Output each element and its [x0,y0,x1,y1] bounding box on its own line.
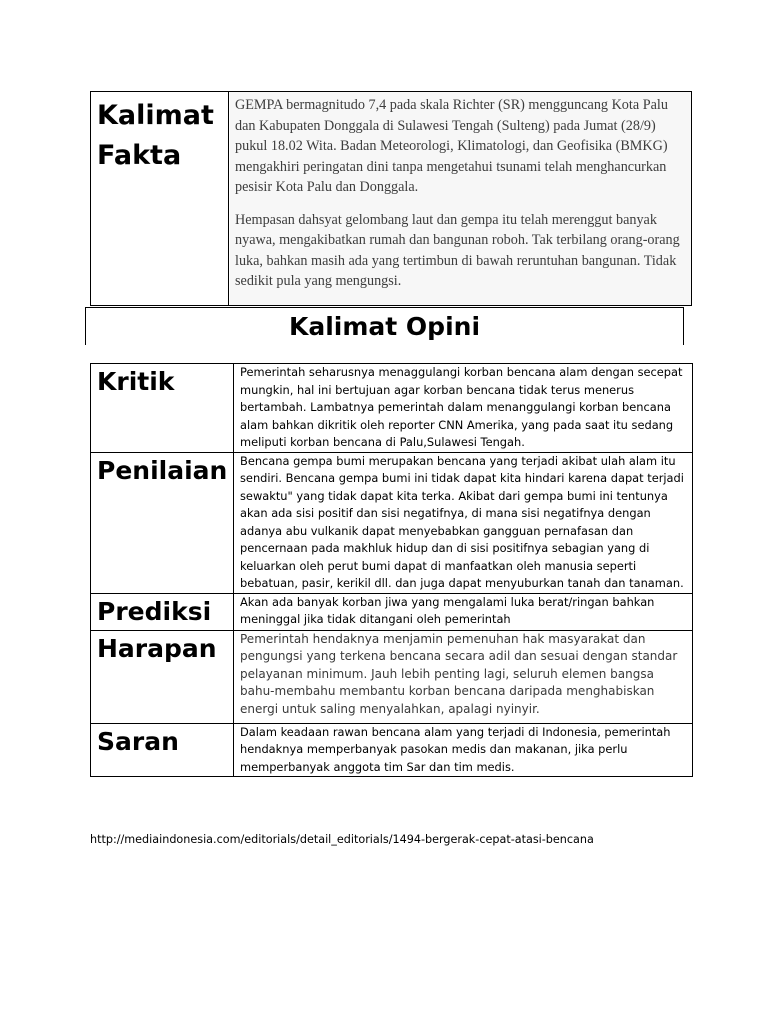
opini-table [90,363,693,777]
fakta-label-line1: Kalimat [97,100,214,131]
row-category: Penilaian [91,452,234,593]
row-category: Saran [91,723,234,777]
row-category: Prediksi [91,593,234,630]
table-row [91,630,693,723]
table-row [91,593,693,630]
table-row [91,723,693,777]
opini-title: Kalimat Opini [85,307,684,345]
row-text: Pemerintah seharusnya menaggulangi korban bencana alam dengan secepat mungkin, hal ini bertujuan agar korban bencana tidak terus menerus bertambah. Lambatnya pemerintah dalam menanggulangi korban bencana alam bahkan dikritik oleh reporter CNN Amerika, yang pada saat itu sedang meliputi korban bencana di Palu,Sulawesi Tengah. [234,364,693,453]
fakta-paragraph-2: Hempasan dahsyat gelombang laut dan gempa itu telah merenggut banyak nyawa, mengakibatkan rumah dan bangunan roboh. Tak terbilang orang-orang luka, bahkan masih ada yang tertimbun di bawah reruntuhan bangunan. Tidak sedikit pula yang mengungsi. [235,211,680,289]
row-category: Harapan [91,630,234,723]
source-url: http://mediaindonesia.com/editorials/detail_editorials/1494-bergerak-cepat-atasi-bencana [90,833,594,846]
row-text: Dalam keadaan rawan bencana alam yang terjadi di Indonesia, pemerintah hendaknya memperbanyak pasokan medis dan makanan, jika perlu memperbanyak anggota tim Sar dan tim medis. [234,723,693,777]
row-text: Akan ada banyak korban jiwa yang mengalami luka berat/ringan bahkan meninggal jika tidak ditangani oleh pemerintah [234,593,693,630]
fakta-content [230,92,691,305]
fakta-label-line2: Fakta [97,140,182,171]
fakta-table [90,91,692,306]
row-text: Pemerintah hendaknya menjamin pemenuhan hak masyarakat dan pengungsi yang terkena bencana secara adil dan sesuai dengan standar pelayanan minimum. Jauh lebih penting lagi, seluruh elemen bangsa bahu-membahu membantu korban bencana daripada menghabiskan energi untuk saling menyalahkan, apalagi nyinyir. [234,630,693,723]
row-category: Kritik [91,364,234,453]
row-text: Bencana gempa bumi merupakan bencana yang terjadi akibat ulah alam itu sendiri. Bencana gempa bumi ini tidak dapat kita hindari karena dapat terjadi sewaktu" yang tidak dapat kita terka. Akibat dari gempa bumi ini tentunya akan ada sisi positif dan sisi negatifnya, di mana sisi negatifnya dengan adanya abu vulkanik dapat menyebabkan gangguan pernafasan dan pencernaan pada makhluk hidup dan di sisi positifnya sebagian yang di keluarkan oleh perut bumi dapat di manfaatkan oleh manusia seperti bebatuan, pasir, kerikil dll. dan juga dapat menyuburkan tanah dan tanaman. [234,452,693,593]
fakta-paragraph-1: GEMPA bermagnitudo 7,4 pada skala Richter (SR) mengguncang Kota Palu dan Kabupaten Donggala di Sulawesi Tengah (Sulteng) pada Jumat (28/9) pukul 18.02 Wita. Badan Meteorologi, Klimatologi, dan Geofisika (BMKG) mengakhiri peringatan dini tanpa mengetahui tsunami telah menghancurkan pesisir Kota Palu dan Donggala. [235,97,668,195]
table-row [91,452,693,593]
fakta-label [91,92,229,305]
table-row [91,364,693,453]
